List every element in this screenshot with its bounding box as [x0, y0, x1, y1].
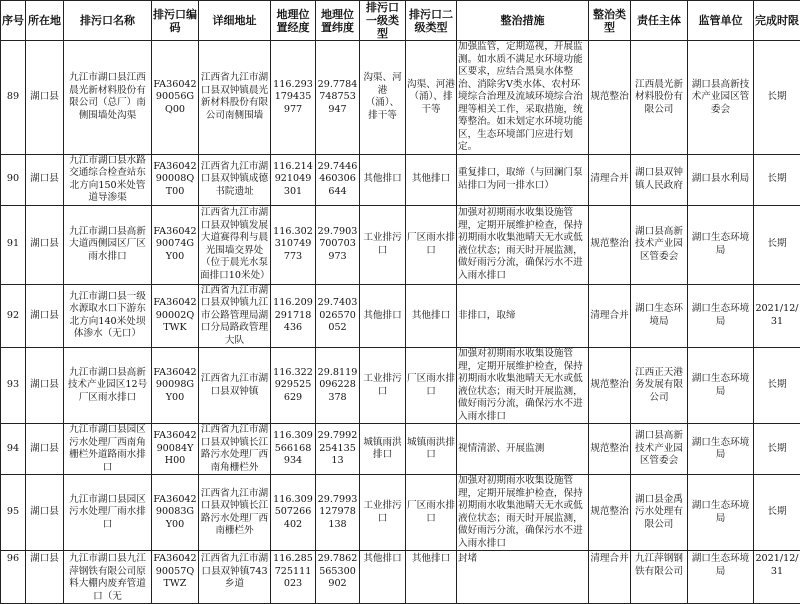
cell-outfall-name: 九江市湖口县园区污水处理厂雨水排口	[64, 475, 152, 551]
cell-outfall-code: FA3604290002QTWK	[152, 284, 199, 348]
cell-detailed-address: 江西省九江市湖口县双钟镇九江市公路管理局湖口分局路政管理大队	[199, 284, 271, 348]
cell-outfall-code: FA3604290057QTWZ	[152, 551, 199, 604]
cell-supervising-unit: 湖口生态环境局	[688, 475, 754, 551]
cell-outfall-name: 九江市湖口县九江萍钢铁有限公司原料大棚内废弃管道口（无	[64, 551, 152, 604]
cell-longitude: 116.209291718436	[271, 284, 316, 348]
header-secondary-type: 排污口二级类型	[406, 1, 457, 41]
cell-latitude: 29.7862565300902	[316, 551, 360, 604]
cell-longitude: 116.285725111023	[271, 551, 316, 604]
cell-deadline: 2021/12/31	[754, 551, 800, 604]
cell-remediation-type: 清理合并	[589, 154, 631, 205]
cell-remediation-type: 规范整治	[589, 205, 631, 284]
cell-location: 湖口县	[26, 284, 64, 348]
header-supervising-unit: 监管单位	[688, 1, 754, 41]
cell-serial-number: 93	[1, 348, 26, 424]
cell-primary-type: 工业排污口	[360, 475, 406, 551]
cell-secondary-type: 城镇雨洪排口	[406, 424, 457, 475]
table-row	[1, 551, 800, 604]
cell-supervising-unit: 湖口生态环境局	[688, 424, 754, 475]
cell-outfall-name: 九江市湖口县一级水源取水口下游东北方向140米处坝体渗水（无口）	[64, 284, 152, 348]
cell-outfall-code: FA3604290084YH00	[152, 424, 199, 475]
header-location: 所在地	[26, 1, 64, 41]
cell-secondary-type: 其他排口	[406, 551, 457, 604]
cell-remediation-measures: 加强监管，定期巡视，开展监测。如水质不满足水环境功能区要求，应结合黑臭水体整治、消除劣V类水体、农村环境综合治理及流域环境综合治理等相关工作，采取措施，统筹整治。如未划定水环境功能区，生态环境部门应进行划定。	[457, 41, 589, 155]
cell-deadline: 长期	[754, 424, 800, 475]
cell-location: 湖口县	[26, 154, 64, 205]
cell-outfall-name: 九江市湖口县园区污水处理厂西南角栅栏外道路雨水排口	[64, 424, 152, 475]
cell-deadline: 长期	[754, 348, 800, 424]
cell-primary-type: 其他排口	[360, 551, 406, 604]
cell-serial-number: 91	[1, 205, 26, 284]
header-detailed-address: 详细地址	[199, 1, 271, 41]
cell-outfall-code: FA3604290083GY00	[152, 475, 199, 551]
cell-location: 湖口县	[26, 475, 64, 551]
cell-outfall-name: 九江市湖口县高新技术产业园区12号厂区雨水排口	[64, 348, 152, 424]
cell-longitude: 116.214921049301	[271, 154, 316, 205]
cell-primary-type: 其他排口	[360, 284, 406, 348]
cell-detailed-address: 江西省九江市湖口县双钟镇成德书院遗址	[199, 154, 271, 205]
table-row	[1, 205, 800, 284]
header-serial-number: 序号	[1, 1, 26, 41]
cell-primary-type: 工业排污口	[360, 348, 406, 424]
cell-latitude: 29.7784748753947	[316, 41, 360, 155]
table-row	[1, 475, 800, 551]
cell-remediation-measures: 封堵	[457, 551, 589, 604]
cell-deadline: 长期	[754, 41, 800, 155]
header-responsible-party: 责任主体	[631, 1, 688, 41]
cell-responsible-party: 湖口县双钟镇人民政府	[631, 154, 688, 205]
cell-supervising-unit: 湖口县水利局	[688, 154, 754, 205]
header-outfall-name: 排污口名称	[64, 1, 152, 41]
cell-detailed-address: 江西省九江市湖口县双钟镇长江路污水处理厂西南栅栏外	[199, 475, 271, 551]
cell-outfall-code: FA3604290056GQ00	[152, 41, 199, 155]
cell-serial-number: 95	[1, 475, 26, 551]
cell-detailed-address: 江西省九江市湖口县双钟镇长江路污水处理厂西南角栅栏外	[199, 424, 271, 475]
header-primary-type: 排污口一级类型	[360, 1, 406, 41]
cell-serial-number: 96	[1, 551, 26, 604]
cell-detailed-address: 江西省九江市湖口县双钟镇	[199, 348, 271, 424]
cell-latitude: 29.8119096228378	[316, 348, 360, 424]
cell-location: 湖口县	[26, 424, 64, 475]
cell-secondary-type: 厂区雨水排口	[406, 205, 457, 284]
cell-deadline: 长期	[754, 154, 800, 205]
cell-latitude: 29.799225413513	[316, 424, 360, 475]
cell-responsible-party: 江西晨光新材料股份有限公司	[631, 41, 688, 155]
cell-remediation-type: 规范整治	[589, 348, 631, 424]
cell-secondary-type: 其他排口	[406, 154, 457, 205]
cell-outfall-code: FA3604290098GY00	[152, 348, 199, 424]
cell-secondary-type: 厂区雨水排口	[406, 348, 457, 424]
table-row	[1, 284, 800, 348]
cell-supervising-unit: 湖口生态环境局	[688, 284, 754, 348]
cell-primary-type: 其他排口	[360, 154, 406, 205]
cell-supervising-unit: 湖口生态环境局	[688, 348, 754, 424]
cell-deadline: 长期	[754, 205, 800, 284]
cell-location: 湖口县	[26, 348, 64, 424]
cell-remediation-type: 规范整治	[589, 475, 631, 551]
cell-longitude: 116.293179435977	[271, 41, 316, 155]
cell-detailed-address: 江西省九江市湖口县双钟镇晨光新材料股份有限公司南侧围墙	[199, 41, 271, 155]
cell-responsible-party: 湖口县金禹污水处理有限公司	[631, 475, 688, 551]
table-row	[1, 154, 800, 205]
header-longitude: 地理位置经度	[271, 1, 316, 41]
cell-responsible-party: 湖口县高新技术产业园区管委会	[631, 424, 688, 475]
header-latitude: 地理位置纬度	[316, 1, 360, 41]
cell-serial-number: 89	[1, 41, 26, 155]
cell-supervising-unit: 湖口生态环境局	[688, 551, 754, 604]
cell-location: 湖口县	[26, 41, 64, 155]
cell-remediation-measures: 加强对初期雨水收集设施管理，定期开展维护检查，保持初期雨水收集池晴天无水或低液位状态；雨天时开展监测，做好雨污分流，确保污水不进入雨水排口	[457, 205, 589, 284]
cell-secondary-type: 厂区雨水排口	[406, 475, 457, 551]
cell-latitude: 29.7403026570052	[316, 284, 360, 348]
cell-responsible-party: 九江萍钢钢铁有限公司	[631, 551, 688, 604]
cell-outfall-code: FA3604290074GY00	[152, 205, 199, 284]
cell-remediation-type: 规范整治	[589, 424, 631, 475]
cell-longitude: 116.322929525629	[271, 348, 316, 424]
cell-location: 湖口县	[26, 551, 64, 604]
cell-longitude: 116.309566168934	[271, 424, 316, 475]
cell-latitude: 29.7903700703973	[316, 205, 360, 284]
cell-detailed-address: 江西省九江市湖口县双钟镇743乡道	[199, 551, 271, 604]
cell-remediation-measures: 重复排口，取缔（与回澜门泵站排口为同一排水口）	[457, 154, 589, 205]
cell-serial-number: 90	[1, 154, 26, 205]
cell-detailed-address: 江西省九江市湖口县双钟镇发展大道赛得利与晨光围墙交界处（位于晨光水泵面排口10米处）	[199, 205, 271, 284]
cell-outfall-code: FA3604290008QT00	[152, 154, 199, 205]
header-deadline: 完成时限	[754, 1, 800, 41]
cell-responsible-party: 湖口县高新技术产业园区管委会	[631, 205, 688, 284]
cell-primary-type: 沟渠、河港（涌）、排干等	[360, 41, 406, 155]
cell-responsible-party: 湖口生态环境局	[631, 284, 688, 348]
header-remediation-measures: 整治措施	[457, 1, 589, 41]
cell-deadline: 2021/12/31	[754, 284, 800, 348]
cell-serial-number: 92	[1, 284, 26, 348]
cell-supervising-unit: 湖口县高新技术产业园区管委会	[688, 41, 754, 155]
cell-supervising-unit: 湖口生态环境局	[688, 205, 754, 284]
header-remediation-type: 整治类型	[589, 1, 631, 41]
cell-outfall-name: 九江市湖口县高新大道西侧园区厂区雨水排口	[64, 205, 152, 284]
cell-latitude: 29.7446460306644	[316, 154, 360, 205]
table-row	[1, 348, 800, 424]
cell-remediation-measures: 非排口，取缔	[457, 284, 589, 348]
cell-remediation-type: 清理合并	[589, 284, 631, 348]
header-row	[1, 1, 800, 41]
cell-remediation-measures: 加强对初期雨水收集设施管理，定期开展维护检查，保持初期雨水收集池晴天无水或低液位状态；雨天时开展监测，做好雨污分流，确保污水不进入雨水排口	[457, 348, 589, 424]
cell-remediation-measures: 加强对初期雨水收集设施管理，定期开展维护检查，保持初期雨水收集池晴天无水或低液位状态；雨天时开展监测，做好雨污分流，确保污水不进入雨水排口	[457, 475, 589, 551]
cell-latitude: 29.7993127978138	[316, 475, 360, 551]
cell-location: 湖口县	[26, 205, 64, 284]
table-row	[1, 41, 800, 155]
cell-remediation-type: 规范整治	[589, 41, 631, 155]
cell-longitude: 116.302310749773	[271, 205, 316, 284]
table-row	[1, 424, 800, 475]
cell-primary-type: 城镇雨洪排口	[360, 424, 406, 475]
cell-responsible-party: 江西正天港务发展有限公司	[631, 348, 688, 424]
cell-secondary-type: 沟渠、河港（涌）、排干等	[406, 41, 457, 155]
cell-primary-type: 工业排污口	[360, 205, 406, 284]
cell-longitude: 116.309507266402	[271, 475, 316, 551]
cell-deadline: 长期	[754, 475, 800, 551]
cell-remediation-measures: 视情清淤、开展监测	[457, 424, 589, 475]
header-outfall-code: 排污口编码	[152, 1, 199, 41]
cell-remediation-type: 清理合并	[589, 551, 631, 604]
cell-outfall-name: 九江市湖口县江西晨光新材料股份有限公司（总厂）南侧围墙处沟渠	[64, 41, 152, 155]
cell-secondary-type: 其他排口	[406, 284, 457, 348]
cell-outfall-name: 九江市湖口县水路交通综合检查站东北方向150米处管道导渗渠	[64, 154, 152, 205]
cell-serial-number: 94	[1, 424, 26, 475]
